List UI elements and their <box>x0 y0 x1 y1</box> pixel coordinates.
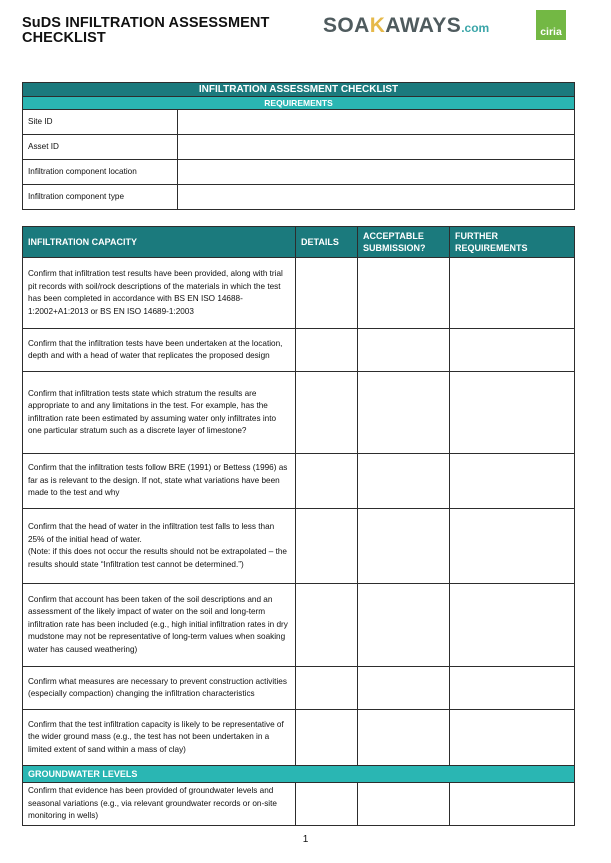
further-cell[interactable] <box>450 329 575 372</box>
page-number: 1 <box>302 834 309 845</box>
acceptable-cell[interactable] <box>358 258 450 329</box>
checklist-item-text: Confirm that the test infiltration capacity is likely to be representative of the wider ground mass (e.g., the test has not been undertaken in a limited extent of sand within a mass of clay) <box>23 710 296 766</box>
further-requirements-header: FURTHER REQUIREMENTS <box>450 227 575 258</box>
soakaways-logo <box>323 14 489 38</box>
component-location-label: Infiltration component location <box>23 160 178 185</box>
asset-id-field[interactable] <box>178 135 575 160</box>
checklist-item-text: Confirm that account has been taken of the soil descriptions and an assessment of the likely impact of water on the soil and long-term infiltration rate has been included (e.g., high initial infiltration rates in dry mudstone may not be representative of long-term values when soaking water has caused weathering) <box>23 584 296 667</box>
further-cell[interactable] <box>450 454 575 509</box>
checklist-item-text: Confirm that the infiltration tests have been undertaken at the location, depth and with a head of water that replicates the proposed design <box>23 329 296 372</box>
further-cell[interactable] <box>450 667 575 710</box>
infiltration-checklist-table <box>22 226 575 826</box>
document-title-line1: SuDS INFILTRATION ASSESSMENT <box>22 15 270 31</box>
checklist-item-text: Confirm that the infiltration tests follow BRE (1991) or Bettess (1996) as far as is relevant to the design. If not, state what variations have been made to the test and why <box>23 454 296 509</box>
ciria-logo <box>536 10 566 40</box>
checklist-item-text: Confirm what measures are necessary to prevent construction activities (especially compaction) changing the infiltration characteristics <box>23 667 296 710</box>
details-cell[interactable] <box>296 372 358 454</box>
ciria-logo-text: ciria <box>540 26 562 38</box>
logo-text-suffix: AWAYS <box>385 14 462 37</box>
checklist-item-text: Confirm that infiltration test results have been provided, along with trial pit records with soil/rock descriptions of the materials in which the test has been completed in accordance with BS EN ISO 14688-1:2002+A1:2013 or BS EN ISO 14689-1:2003 <box>23 258 296 329</box>
logo-text-prefix: SOA <box>323 14 370 37</box>
document-title <box>22 16 269 46</box>
acceptable-cell[interactable] <box>358 667 450 710</box>
acceptable-cell[interactable] <box>358 372 450 454</box>
requirements-table <box>22 82 575 210</box>
further-cell[interactable] <box>450 783 575 826</box>
acceptable-cell[interactable] <box>358 454 450 509</box>
requirements-subtitle: REQUIREMENTS <box>23 97 575 110</box>
details-header: DETAILS <box>296 227 358 258</box>
further-cell[interactable] <box>450 372 575 454</box>
details-cell[interactable] <box>296 509 358 584</box>
further-cell[interactable] <box>450 584 575 667</box>
checklist-title: INFILTRATION ASSESSMENT CHECKLIST <box>23 83 575 97</box>
document-title-line2: CHECKLIST <box>22 30 106 46</box>
acceptable-cell[interactable] <box>358 584 450 667</box>
groundwater-levels-header: GROUNDWATER LEVELS <box>23 766 575 783</box>
details-cell[interactable] <box>296 454 358 509</box>
details-cell[interactable] <box>296 258 358 329</box>
acceptable-cell[interactable] <box>358 509 450 584</box>
component-type-field[interactable] <box>178 185 575 210</box>
acceptable-submission-header: ACCEPTABLE SUBMISSION? <box>358 227 450 258</box>
component-type-label: Infiltration component type <box>23 185 178 210</box>
checklist-item-text: Confirm that evidence has been provided of groundwater levels and seasonal variations (e.g., via relevant groundwater records or on-site monitoring in wells) <box>23 783 296 826</box>
logo-text-k: K <box>369 14 386 37</box>
logo-text-tld: .com <box>461 21 490 35</box>
further-cell[interactable] <box>450 258 575 329</box>
site-id-label: Site ID <box>23 110 178 135</box>
component-location-field[interactable] <box>178 160 575 185</box>
acceptable-cell[interactable] <box>358 710 450 766</box>
infiltration-capacity-header: INFILTRATION CAPACITY <box>23 227 296 258</box>
site-id-field[interactable] <box>178 110 575 135</box>
acceptable-cell[interactable] <box>358 783 450 826</box>
details-cell[interactable] <box>296 329 358 372</box>
asset-id-label: Asset ID <box>23 135 178 160</box>
checklist-item-text: Confirm that the head of water in the infiltration test falls to less than 25% of the initial head of water. (Note: if this does not occur the results should not be extrapolated – the results should state “Infiltration test cannot be determined.”) <box>23 509 296 584</box>
details-cell[interactable] <box>296 667 358 710</box>
details-cell[interactable] <box>296 584 358 667</box>
further-cell[interactable] <box>450 509 575 584</box>
further-cell[interactable] <box>450 710 575 766</box>
acceptable-cell[interactable] <box>358 329 450 372</box>
details-cell[interactable] <box>296 783 358 826</box>
checklist-item-text: Confirm that infiltration tests state which stratum the results are appropriate to and any limitations in the test. For example, has the infiltration rate been estimated by assuming water only infiltrates into one particular stratum such as a discrete layer of limestone? <box>23 372 296 454</box>
details-cell[interactable] <box>296 710 358 766</box>
